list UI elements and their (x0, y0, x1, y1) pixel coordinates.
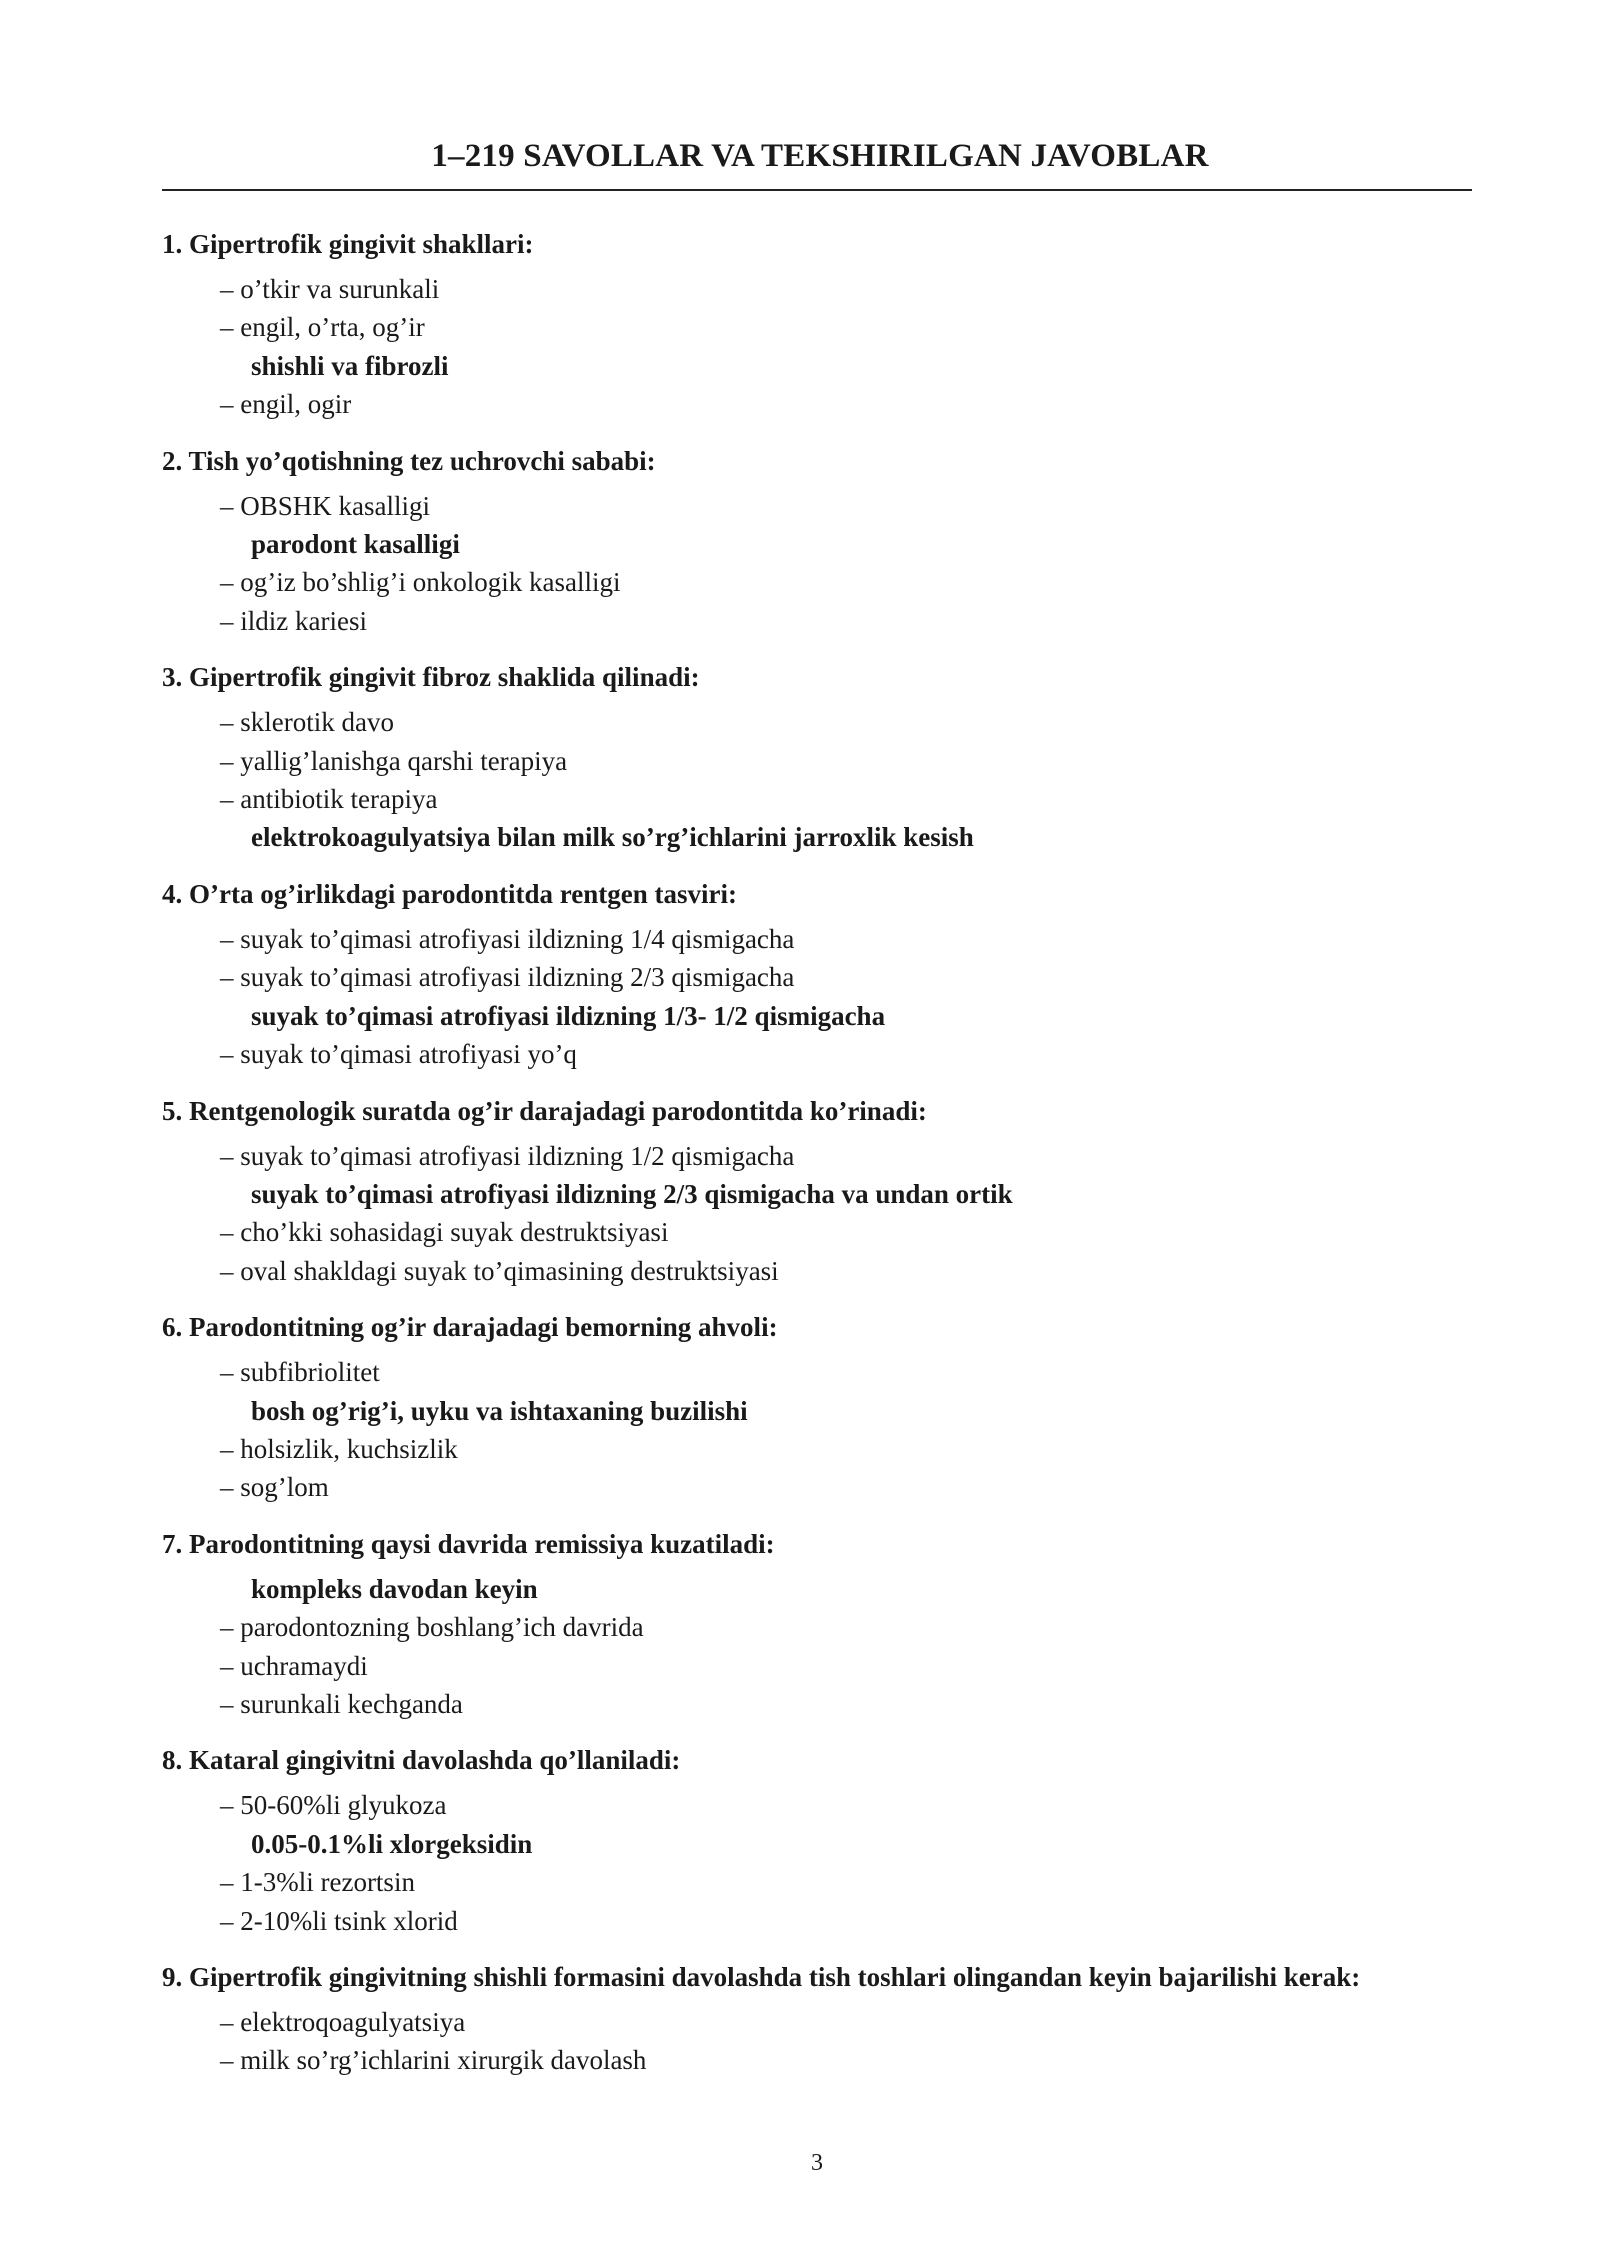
correct-answer-option: elektrokoagulyatsiya bilan milk so’rg’ichlarini jarroxlik kesish (251, 822, 974, 853)
answer-option: – uchramaydi (220, 1650, 368, 1681)
question-text: 4. O’rta og’irlikdagi parodontitda rentgen tasviri: (162, 878, 737, 909)
question-text: 2. Tish yo’qotishning tez uchrovchi sababi: (162, 445, 656, 476)
answer-option: – suyak to’qimasi atrofiyasi ildizning 2/3 qismigacha (220, 962, 795, 993)
answer-options (162, 703, 1472, 857)
correct-answer-option: kompleks davodan keyin (251, 1573, 538, 1604)
answer-option: – OBSHK kasalligi (220, 490, 431, 521)
answer-option: – oval shakldagi suyak to’qimasining destruktsiyasi (220, 1255, 779, 1286)
answer-option: – engil, ogir (220, 389, 352, 420)
answer-options (162, 920, 1472, 1074)
answer-option: – 2-10%li tsink xlorid (220, 1905, 458, 1936)
answer-option: – sklerotik davo (220, 707, 394, 738)
question-block (162, 875, 1472, 1074)
answer-option: – 50-60%li glyukoza (220, 1790, 447, 1821)
answer-option: – suyak to’qimasi atrofiyasi ildizning 1/2 qismigacha (220, 1140, 795, 1171)
correct-answer-option: 0.05-0.1%li xlorgeksidin (251, 1828, 533, 1859)
question-block (162, 1092, 1472, 1291)
question-text: 8. Kataral gingivitni davolashda qo’llaniladi: (162, 1745, 681, 1776)
correct-answer-option: shishli va fibrozli (251, 350, 449, 381)
answer-option: – subfibriolitet (220, 1357, 380, 1388)
question-block (162, 1525, 1472, 1724)
answer-options (162, 2003, 1472, 2080)
answer-option: – ildiz kariesi (220, 605, 367, 636)
question-text: 7. Parodontitning qaysi davrida remissiya kuzatiladi: (162, 1528, 775, 1559)
question-list (162, 225, 1472, 2080)
answer-option: – antibiotik terapiya (220, 784, 438, 815)
answer-option: – suyak to’qimasi atrofiyasi ildizning 1/4 qismigacha (220, 923, 795, 954)
document-page (162, 0, 1472, 2262)
answer-options (162, 270, 1472, 424)
question-text: 9. Gipertrofik gingivitning shishli formasini davolashda tish toshlari olingandan keyin bajarilishi kerak: (162, 1962, 1361, 1992)
question-block (162, 658, 1472, 857)
answer-options (162, 1786, 1472, 1940)
answer-options (162, 487, 1472, 641)
answer-option: – yallig’lanishga qarshi terapiya (220, 745, 568, 776)
answer-option: – parodontozning boshlang’ich davrida (220, 1612, 644, 1643)
page-number: 3 (811, 2150, 823, 2176)
answer-option: – engil, o’rta, og’ir (220, 312, 425, 343)
question-text: 5. Rentgenologik suratda og’ir darajadagi parodontitda ko’rinadi: (162, 1095, 927, 1126)
answer-option: – suyak to’qimasi atrofiyasi yo’q (220, 1039, 577, 1070)
question-block (162, 442, 1472, 641)
question-text: 6. Parodontitning og’ir darajadagi bemorning ahvoli: (162, 1312, 778, 1343)
answer-option: – cho’kki sohasidagi suyak destruktsiyasi (220, 1217, 669, 1248)
answer-option: – og’iz bo’shlig’i onkologik kasalligi (220, 567, 621, 598)
correct-answer-option: parodont kasalligi (251, 529, 460, 560)
answer-options (162, 1570, 1472, 1724)
question-text: 3. Gipertrofik gingivit fibroz shaklida qilinadi: (162, 662, 700, 693)
page-title: 1–219 SAVOLLAR VA TEKSHIRILGAN JAVOBLAR (431, 138, 1209, 174)
answer-option: – milk so’rg’ichlarini xirurgik davolash (220, 2045, 647, 2076)
answer-option: – 1-3%li rezortsin (220, 1867, 415, 1898)
answer-options (162, 1353, 1472, 1507)
correct-answer-option: suyak to’qimasi atrofiyasi ildizning 1/3- 1/2 qismigacha (251, 1000, 886, 1031)
answer-option: – elektroqoagulyatsiya (220, 2007, 466, 2037)
title-divider (162, 189, 1472, 191)
answer-option: – holsizlik, kuchsizlik (220, 1433, 458, 1464)
question-block (162, 1741, 1472, 1940)
answer-option: – surunkali kechganda (220, 1688, 463, 1719)
answer-options (162, 1137, 1472, 1291)
correct-answer-option: bosh og’rig’i, uyku va ishtaxaning buzilishi (251, 1395, 748, 1426)
question-block (162, 1958, 1472, 2080)
correct-answer-option: suyak to’qimasi atrofiyasi ildizning 2/3 qismigacha va undan ortik (251, 1178, 1013, 1209)
question-block (162, 225, 1472, 424)
answer-option: – sog’lom (220, 1472, 329, 1503)
answer-option: – o’tkir va surunkali (220, 274, 440, 304)
question-block (162, 1308, 1472, 1507)
question-text: 1. Gipertrofik gingivit shakllari: (162, 229, 534, 259)
